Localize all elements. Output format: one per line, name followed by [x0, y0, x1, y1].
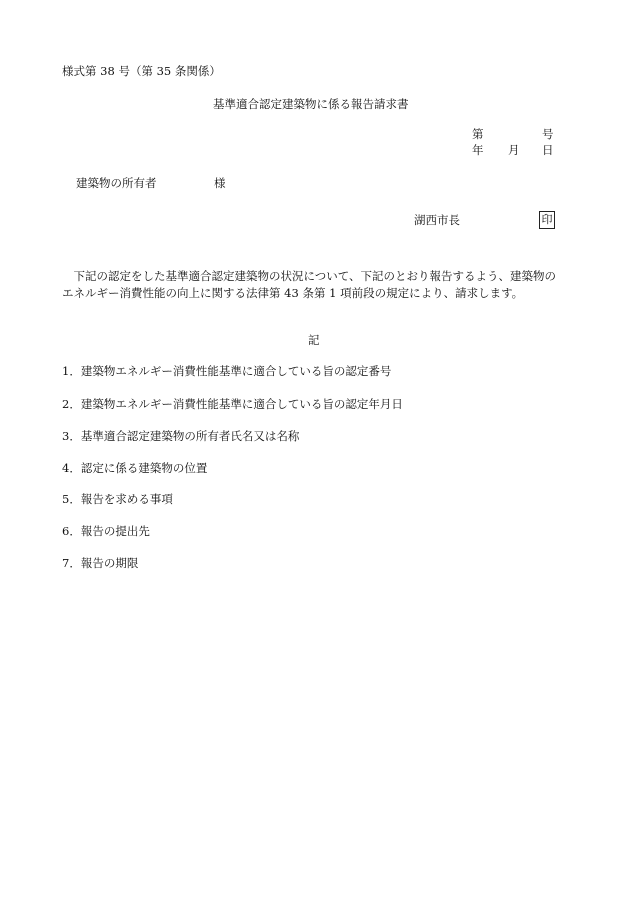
- addressee-label: 建築物の所有者: [76, 176, 157, 190]
- list-item-2: 2．建築物エネルギー消費性能基準に適合している旨の認定年月日: [62, 397, 403, 411]
- body-line-1: 下記の認定をした基準適合認定建築物の状況について、下記のとおり報告するよう、建築物の: [73, 269, 557, 283]
- number-suffix: 号: [542, 127, 554, 141]
- body-paragraph: [62, 268, 592, 302]
- date-month: 月: [508, 143, 520, 157]
- date-day: 日: [542, 143, 554, 157]
- list-item-7: 7．報告の期限: [62, 556, 139, 570]
- honorific: 様: [214, 176, 226, 190]
- number-prefix: 第: [472, 127, 484, 141]
- form-reference: 様式第 38 号（第 35 条関係）: [62, 64, 221, 78]
- list-item-4: 4．認定に係る建築物の位置: [62, 461, 208, 475]
- list-item-6: 6．報告の提出先: [62, 524, 150, 538]
- list-item-5: 5．報告を求める事項: [62, 492, 173, 506]
- issuer-name: 湖西市長: [414, 213, 460, 227]
- seal-mark: 印: [539, 211, 555, 229]
- list-item-3: 3．基準適合認定建築物の所有者氏名又は名称: [62, 429, 300, 443]
- list-item-1: 1．建築物エネルギー消費性能基準に適合している旨の認定番号: [62, 364, 392, 378]
- body-line-2: エネルギー消費性能の向上に関する法律第 43 条第 1 項前段の規定により、請求します。: [62, 286, 524, 300]
- date-year: 年: [472, 143, 484, 157]
- ki-heading: 記: [308, 333, 320, 347]
- document-title: 基準適合認定建築物に係る報告請求書: [213, 97, 409, 111]
